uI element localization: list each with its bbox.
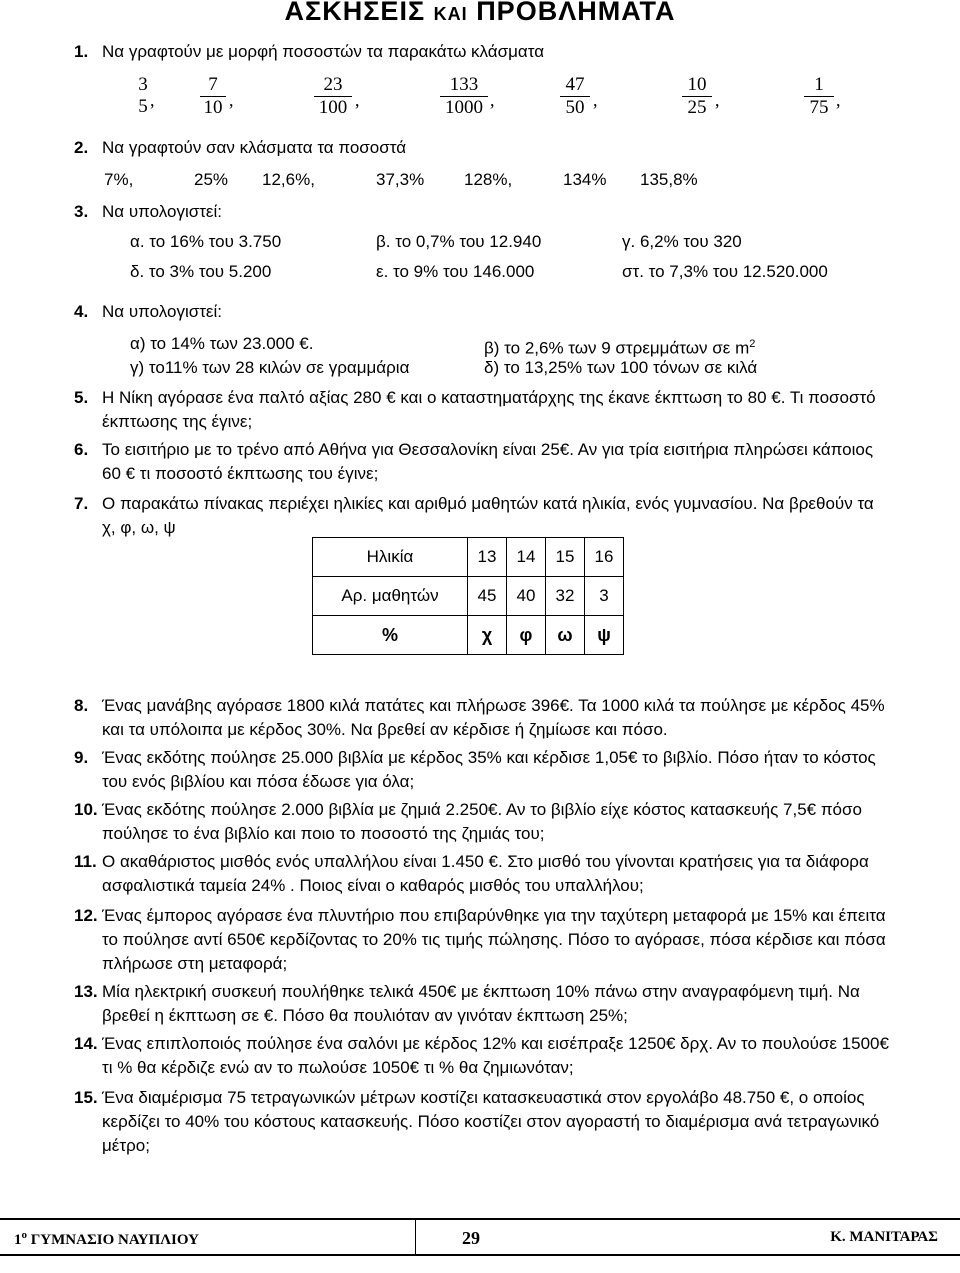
fraction-comma: ,	[490, 90, 495, 110]
title-kai: ΚΑΙ	[433, 4, 468, 24]
exercise-number: 8.	[74, 696, 89, 715]
exercise-14	[74, 1032, 894, 1077]
exercise-11	[74, 850, 894, 895]
exercise-text: Ένας εκδότης πούλησε 25.000 βιβλία με κέρδος 35% και κέρδισε 1,05€ το βιβλίο. Πόσο ήταν το κόστος του ενός βιβλίου και πόσα έδωσε για όλα;	[102, 748, 876, 791]
exercise-9	[74, 746, 894, 791]
exercise-6	[74, 438, 894, 483]
numerator: 1	[814, 74, 824, 95]
exercise-text: Ένα διαμέρισμα 75 τετραγωνικών μέτρων κοστίζει κατασκευαστικά στον εργολάβο 48.750 €, ο οποίος κερδίζει το 40% του κόστους κατασκευής. Πόσο κοστίζει στον αγοραστή το διαμέρισμα ανά τετραγωνικό μέτρο;	[102, 1088, 880, 1155]
fraction	[440, 74, 488, 119]
percentage-item: 128%,	[464, 170, 513, 189]
table-cell: 14	[507, 538, 546, 577]
exercise-text: Ένας εκδότης πούλησε 2.000 βιβλία με ζημιά 2.250€. Αν το βιβλίο είχε κόστος κατασκευής 7,5€ πόσο πούλησε το ένα βιβλίο και ποιο το ποσοστό της ζημιάς του;	[102, 800, 862, 843]
denominator: 5	[138, 96, 148, 117]
numerator: 133	[449, 74, 479, 95]
subitem-b	[484, 334, 755, 359]
title-rest: ΠΡΟΒΛΗΜΑΤΑ	[476, 0, 676, 26]
table-row	[313, 616, 624, 655]
denominator: 100	[318, 97, 348, 118]
footer-school-number: 1	[14, 1232, 22, 1248]
exercise-4	[74, 300, 894, 324]
table-cell: 13	[468, 538, 507, 577]
numerator: 47	[565, 74, 585, 95]
subitem-b-text: β) το 2,6% των 9 στρεμμάτων σε m	[484, 338, 750, 358]
numerator: 10	[687, 74, 707, 95]
fraction-comma: ,	[150, 90, 155, 110]
exercise-13	[74, 980, 894, 1025]
table-cell: Αρ. μαθητών	[313, 577, 468, 616]
exercise-text: Η Νίκη αγόρασε ένα παλτό αξίας 280 € και ο καταστηματάρχης της έκανε έκπτωση το 80 €. Τι ποσοστό έκπτωσης της έγινε;	[102, 388, 876, 431]
denominator: 75	[809, 97, 829, 118]
exercise-number: 2.	[74, 138, 89, 157]
exercise-text: Ένας έμπορος αγόρασε ένα πλυντήριο που επιβαρύνθηκε για την ταχύτερη μεταφορά με 15% και έπειτα το πούλησε αντί 650€ κερδίζοντας το 20% τις τιμής πώλησης. Πόσο το αγόρασε, πόσα κέρδισε και πόσα πλήρωσε στη μεταφορά;	[102, 906, 886, 973]
exercise-text: Ο παρακάτω πίνακας περιέχει ηλικίες και αριθμό μαθητών κατά ηλικία, ενός γυμνασίου. Να βρεθούν τα χ, φ, ω, ψ	[102, 494, 874, 537]
exercise-15	[74, 1086, 894, 1155]
fraction	[200, 74, 226, 119]
table-cell: 15	[546, 538, 585, 577]
exercise-7	[74, 492, 894, 537]
footer-school	[14, 1229, 199, 1249]
denominator: 1000	[445, 97, 483, 118]
exercise-text: Να υπολογιστεί:	[102, 302, 223, 321]
exercise-number: 5.	[74, 388, 89, 407]
fraction-comma: ,	[593, 90, 598, 110]
fraction-comma: ,	[715, 90, 720, 110]
table-cell: χ	[468, 616, 507, 655]
table-row	[313, 538, 624, 577]
table-cell: ω	[546, 616, 585, 655]
exercise-text: Να υπολογιστεί:	[102, 202, 223, 221]
table-cell: 16	[585, 538, 624, 577]
table-cell: 40	[507, 577, 546, 616]
fraction	[560, 74, 590, 119]
table-cell: %	[313, 616, 468, 655]
exercise-2	[74, 136, 894, 160]
footer-divider	[415, 1220, 416, 1254]
exercise-12	[74, 904, 894, 973]
table-cell: Ηλικία	[313, 538, 468, 577]
table-row	[313, 577, 624, 616]
exercise-text: Ο ακαθάριστος μισθός ενός υπαλλήλου είναι 1.450 €. Στο μισθό του γίνονται κρατήσεις για τα διάφορα ασφαλιστικά ταμεία 24% . Ποιος είναι ο καθαρός μισθός του υπαλλήλου;	[102, 852, 869, 895]
numerator: 23	[323, 74, 343, 95]
exercise-number: 3.	[74, 202, 89, 221]
fraction-comma: ,	[836, 90, 841, 110]
exercise-8	[74, 694, 894, 739]
exercise-1	[74, 40, 894, 64]
denominator: 50	[565, 97, 585, 118]
numerator: 7	[208, 74, 218, 95]
page-footer	[0, 1218, 960, 1256]
exercise-number: 7.	[74, 494, 89, 513]
fraction	[682, 74, 712, 119]
exercise-3	[74, 200, 894, 224]
subitem-d: δ. το 3% του 5.200	[130, 262, 272, 281]
exercise-text: Το εισιτήριο με το τρένο από Αθήνα για Θεσσαλονίκη είναι 25€. Αν για τρία εισιτήρια πληρώσει κάποιος 60 € τι ποσοστό έκπτωσης του έγινε;	[102, 440, 874, 483]
subitem-c: γ) το11% των 28 κιλών σε γραμμάρια	[130, 358, 410, 377]
subitem-a: α. το 16% του 3.750	[130, 232, 282, 251]
percentage-item: 134%	[563, 170, 607, 189]
exercise-number: 13.	[74, 982, 98, 1001]
table-cell: 32	[546, 577, 585, 616]
exercise-text: Μία ηλεκτρική συσκευή πουλήθηκε τελικά 450€ με έκπτωση 10% πάνω στην αναγραφόμενη τιμή. Να βρεθεί η έκπτωση σε €. Πόσο θα πουλιόταν αν γινόταν έκπτωση 25%;	[102, 982, 860, 1025]
exercise-number: 4.	[74, 302, 89, 321]
table-cell: 3	[585, 577, 624, 616]
subitem-f: στ. το 7,3% του 12.520.000	[622, 262, 828, 281]
exercise-text: Ένας μανάβης αγόρασε 1800 κιλά πατάτες και πλήρωσε 396€. Τα 1000 κιλά τα πούλησε με κέρδος 45% και τα υπόλοιπα με κέρδος 30%. Να βρεθεί αν κέρδισε ή ζημίωσε και πόσο.	[102, 696, 885, 739]
ordinal-suffix: ο	[21, 1229, 27, 1241]
exercise-number: 6.	[74, 440, 89, 459]
percentage-item: 12,6%,	[262, 170, 315, 189]
table-cell: φ	[507, 616, 546, 655]
subitem-c: γ. 6,2% του 320	[622, 232, 742, 251]
page-number: 29	[462, 1228, 480, 1248]
title-main: ΑΣΚΗΣΕΙΣ	[284, 0, 426, 26]
denominator: 10	[203, 97, 223, 118]
percentage-item: 25%	[194, 170, 229, 189]
subitem-b: β. το 0,7% του 12.940	[376, 232, 542, 251]
fraction-comma: ,	[355, 90, 360, 110]
percentage-item: 37,3%	[376, 170, 425, 189]
exercise-number: 9.	[74, 748, 89, 767]
table-cell: 45	[468, 577, 507, 616]
subitem-e: ε. το 9% του 146.000	[376, 262, 535, 281]
exercise-number: 1.	[74, 42, 89, 61]
exercise-number: 11.	[74, 852, 97, 871]
ages-table	[312, 537, 624, 655]
fraction	[314, 74, 352, 119]
exercise-text: Ένας επιπλοποιός πούλησε ένα σαλόνι με κέρδος 12% και εισέπραξε 1250€ δρχ. Αν το πουλούσε 1500€ τι % θα κέρδιζε ενώ αν το πωλούσε 1050€ τι % θα ζημιωνόταν;	[102, 1034, 889, 1077]
exercise-number: 15.	[74, 1088, 98, 1107]
exercise-5	[74, 386, 894, 431]
exponent: 2	[749, 338, 756, 350]
percentage-item: 135,8%	[640, 170, 698, 189]
subitem-d: δ) το 13,25% των 100 τόνων σε κιλά	[484, 358, 758, 377]
page-title	[0, 0, 960, 29]
fraction	[804, 74, 834, 119]
table-cell: ψ	[585, 616, 624, 655]
fraction-comma: ,	[229, 90, 234, 110]
numerator: 3	[138, 74, 148, 95]
exercise-text: Να γραφτούν σαν κλάσματα τα ποσοστά	[102, 138, 407, 157]
footer-school-name: ΓΥΜΝΑΣΙΟ ΝΑΥΠΛΙΟΥ	[27, 1232, 199, 1248]
exercise-10	[74, 798, 894, 843]
percentage-item: 7%,	[104, 170, 134, 189]
exercise-text: Να γραφτούν με μορφή ποσοστών τα παρακάτω κλάσματα	[102, 42, 545, 61]
exercise-number: 14.	[74, 1034, 98, 1053]
exercise-number: 12.	[74, 906, 98, 925]
subitem-a: α) το 14% των 23.000 €.	[130, 334, 314, 353]
exercise-number: 10.	[74, 800, 98, 819]
footer-author: Κ. ΜΑΝΙΤΑΡΑΣ	[830, 1229, 938, 1245]
denominator: 25	[687, 97, 707, 118]
